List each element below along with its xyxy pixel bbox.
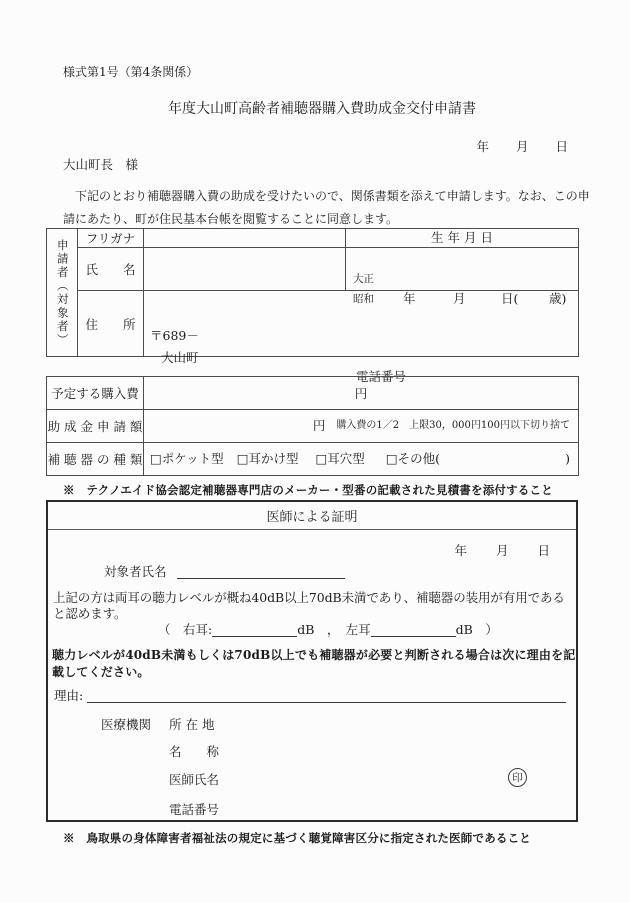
db-mid: dB ， 左耳	[297, 622, 371, 637]
addressee: 大山町長 様	[63, 157, 139, 172]
era-taisho-label: 大正	[353, 273, 374, 285]
institution-name-label: 名 称	[169, 744, 220, 759]
subject-name-row	[104, 564, 345, 580]
birth-year-label: 年	[403, 291, 416, 306]
birth-day-label: 日(	[501, 291, 519, 306]
era-showa-label: 昭和	[353, 293, 374, 305]
birth-age-label: 歳)	[549, 291, 567, 306]
type-option-behind-ear: □耳かけ型	[236, 451, 299, 467]
phone-dash-1: －	[459, 368, 472, 384]
subsidy-input-cell	[144, 410, 579, 443]
seal-mark	[508, 768, 527, 787]
reason-blank	[87, 689, 566, 703]
certificate-date-line	[48, 543, 550, 559]
doctor-name-label: 医師氏名	[169, 772, 220, 787]
subsidy-note: 購入費の1／2 上限30，000円100円以下切り捨て	[336, 420, 570, 431]
intro-line-1: 下記のとおり補聴器購入費の助成を受けたいので、関係書類を添えて申請します。なお、この申	[75, 189, 590, 203]
institution-phone-label: 電話番号	[169, 802, 220, 817]
doctor-qualification-note: ※ 鳥取県の身体障害者福祉法の規定に基づく聴覚障害区分に指定された医師であること	[63, 831, 531, 845]
medical-institution-label: 医療機関	[101, 717, 152, 732]
applicant-side-cell	[47, 229, 78, 357]
applicant-table	[46, 228, 579, 384]
db-close: dB ）	[455, 622, 498, 637]
left-ear-db-blank	[371, 623, 456, 637]
hearing-aid-type-label-cell: 補 聴 器 の 種 類	[47, 443, 144, 476]
cert-date-year-label: 年	[454, 543, 467, 558]
subject-name-blank	[177, 565, 345, 579]
db-values-row	[158, 622, 498, 638]
cert-date-month-label: 月	[495, 543, 509, 558]
reason-label: 理由:	[54, 688, 84, 703]
subsidy-label-cell: 助 成 金 申 請 額	[47, 410, 144, 443]
furigana-input-cell	[144, 229, 346, 248]
hearing-aid-type-options-cell	[144, 443, 579, 476]
date-day-label: 日	[555, 139, 568, 154]
birthdate-input-cell	[346, 248, 579, 306]
type-option-other: □その他(	[385, 451, 440, 467]
type-option-pocket: □ポケット型	[150, 451, 224, 467]
planned-cost-label-cell: 予定する購入費	[47, 377, 144, 410]
phone-dash-2: －	[521, 368, 534, 384]
application-date-line	[0, 139, 568, 155]
doctor-box-title: 医師による証明	[48, 502, 576, 530]
hearing-level-statement: 上記の方は両耳の聴力レベルが概ね40dB以上70dB未満であり、補聴器の装用が有用であると認めます。	[53, 590, 565, 621]
furigana-label-cell: フリガナ	[78, 229, 144, 248]
subsidy-unit: 円	[312, 418, 326, 434]
cost-table	[46, 376, 579, 476]
threshold-reason-note: 聴力レベルが40dB未満もしくは70dB以上でも補聴器が必要と判断される場合は次に理由を記載してください。	[52, 648, 576, 679]
form-number: 様式第1号（第4条関係）	[63, 65, 199, 79]
applicant-side-label: 申請者（対象者）	[55, 238, 70, 347]
intro-line-2: 請にあたり、町が住民基本台帳を閲覧することに同意します。	[63, 212, 399, 226]
doctor-certificate-box	[46, 500, 578, 822]
institution-location-label: 所 在 地	[169, 717, 215, 732]
estimate-attachment-note: ※ テクノエイド協会認定補聴器専門店のメーカー・型番の記載された見積書を添付すること	[63, 483, 553, 497]
birthdate-header-cell: 生 年 月 日	[346, 229, 579, 248]
planned-cost-input-cell	[144, 377, 579, 410]
name-label-cell: 氏 名	[78, 248, 144, 291]
type-option-close-paren: )	[565, 451, 570, 467]
date-year-label: 年	[476, 139, 489, 154]
postal-code: 〒689－	[150, 327, 199, 343]
date-month-label: 月	[515, 139, 529, 154]
db-open: （ 右耳:	[158, 622, 213, 637]
planned-cost-unit: 円	[354, 386, 368, 401]
subject-name-label: 対象者氏名	[104, 564, 167, 579]
town-name: 大山町	[161, 349, 199, 365]
type-option-in-ear: □耳穴型	[315, 451, 365, 467]
birth-month-label: 月	[453, 291, 466, 306]
page-title: 年度大山町高齢者補聴器購入費助成金交付申請書	[168, 101, 476, 117]
reason-row	[54, 688, 566, 704]
name-input-cell	[144, 248, 346, 291]
phone-label: 電話番号	[356, 368, 407, 384]
address-label-cell: 住 所	[78, 291, 144, 357]
right-ear-db-blank	[212, 623, 297, 637]
cert-date-day-label: 日	[537, 543, 550, 558]
seal-character: 印	[512, 772, 523, 784]
